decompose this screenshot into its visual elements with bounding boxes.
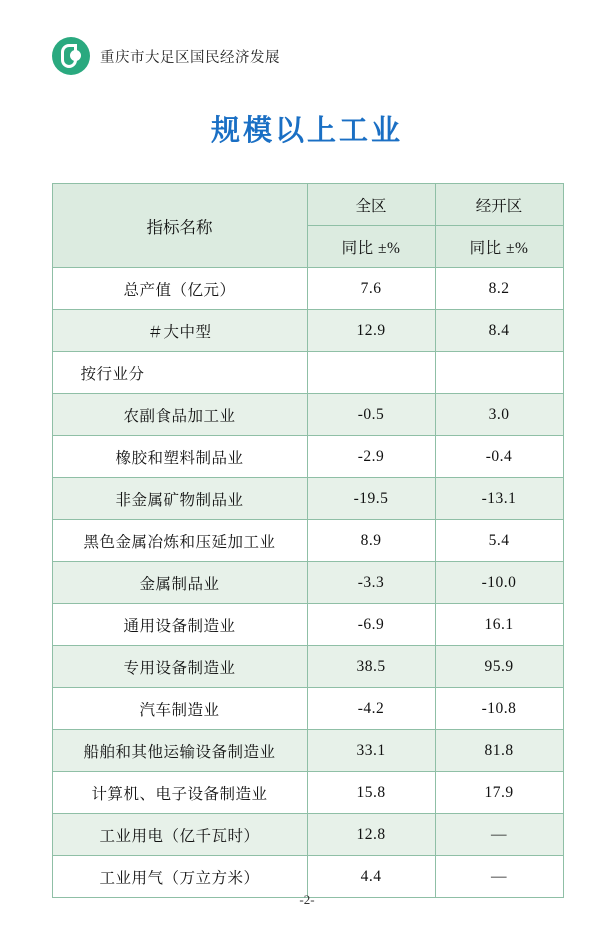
table-row (52, 268, 563, 310)
table-row (52, 730, 563, 772)
row-value-quanqu: 8.9 (307, 520, 435, 562)
row-label: 计算机、电子设备制造业 (52, 772, 307, 814)
row-value-jingkaiqu: -13.1 (435, 478, 563, 520)
row-label: 橡胶和塑料制品业 (52, 436, 307, 478)
column-header-jingkaiqu: 经开区 (435, 184, 563, 226)
table-row (52, 688, 563, 730)
row-label: 农副食品加工业 (52, 394, 307, 436)
table-row (52, 394, 563, 436)
row-value-jingkaiqu (435, 352, 563, 394)
table-row (52, 562, 563, 604)
row-value-quanqu: 7.6 (307, 268, 435, 310)
row-label: 汽车制造业 (52, 688, 307, 730)
row-value-quanqu (307, 352, 435, 394)
row-value-jingkaiqu: 17.9 (435, 772, 563, 814)
row-label: 通用设备制造业 (52, 604, 307, 646)
row-value-jingkaiqu: 16.1 (435, 604, 563, 646)
row-value-quanqu: 33.1 (307, 730, 435, 772)
table-row (52, 436, 563, 478)
row-value-jingkaiqu: 8.4 (435, 310, 563, 352)
table-row (52, 814, 563, 856)
row-value-jingkaiqu: — (435, 856, 563, 898)
column-subheader-quanqu: 同比 ±% (307, 226, 435, 268)
row-label: 非金属矿物制品业 (52, 478, 307, 520)
row-label: 按行业分 (52, 352, 307, 394)
row-value-jingkaiqu: 5.4 (435, 520, 563, 562)
row-value-jingkaiqu: 81.8 (435, 730, 563, 772)
row-value-jingkaiqu: -10.0 (435, 562, 563, 604)
table-row (52, 478, 563, 520)
row-value-quanqu: 15.8 (307, 772, 435, 814)
row-value-quanqu: 12.9 (307, 310, 435, 352)
row-value-quanqu: -3.3 (307, 562, 435, 604)
table-row (52, 772, 563, 814)
table-row (52, 310, 563, 352)
page-number: -2- (299, 892, 315, 907)
document-header (0, 0, 614, 82)
organization-name: 重庆市大足区国民经济发展 (100, 49, 280, 66)
table-row (52, 520, 563, 562)
row-label: 总产值（亿元） (52, 268, 307, 310)
page-title: 规模以上工业 (210, 115, 403, 147)
row-value-quanqu: -4.2 (307, 688, 435, 730)
droplet-logo-icon (52, 37, 90, 75)
table-row (52, 352, 563, 394)
table-row (52, 604, 563, 646)
row-label: 工业用气（万立方米） (52, 856, 307, 898)
row-value-quanqu: -0.5 (307, 394, 435, 436)
row-label: 金属制品业 (52, 562, 307, 604)
row-label: ＃大中型 (52, 310, 307, 352)
row-value-jingkaiqu: 3.0 (435, 394, 563, 436)
row-label: 专用设备制造业 (52, 646, 307, 688)
row-value-jingkaiqu: -10.8 (435, 688, 563, 730)
table-header-row-1 (52, 184, 563, 226)
table-row (52, 646, 563, 688)
row-value-quanqu: -6.9 (307, 604, 435, 646)
row-label: 船舶和其他运输设备制造业 (52, 730, 307, 772)
row-value-jingkaiqu: — (435, 814, 563, 856)
row-value-quanqu: 12.8 (307, 814, 435, 856)
row-label: 工业用电（亿千瓦时） (52, 814, 307, 856)
statistics-table-container (52, 183, 563, 898)
row-value-quanqu: -19.5 (307, 478, 435, 520)
column-header-quanqu: 全区 (307, 184, 435, 226)
row-label: 黑色金属冶炼和压延加工业 (52, 520, 307, 562)
row-value-jingkaiqu: 95.9 (435, 646, 563, 688)
column-header-indicator: 指标名称 (52, 184, 307, 268)
row-value-jingkaiqu: -0.4 (435, 436, 563, 478)
row-value-jingkaiqu: 8.2 (435, 268, 563, 310)
row-value-quanqu: 4.4 (307, 856, 435, 898)
column-subheader-jingkaiqu: 同比 ±% (435, 226, 563, 268)
row-value-quanqu: -2.9 (307, 436, 435, 478)
row-value-quanqu: 38.5 (307, 646, 435, 688)
statistics-table (52, 183, 564, 898)
